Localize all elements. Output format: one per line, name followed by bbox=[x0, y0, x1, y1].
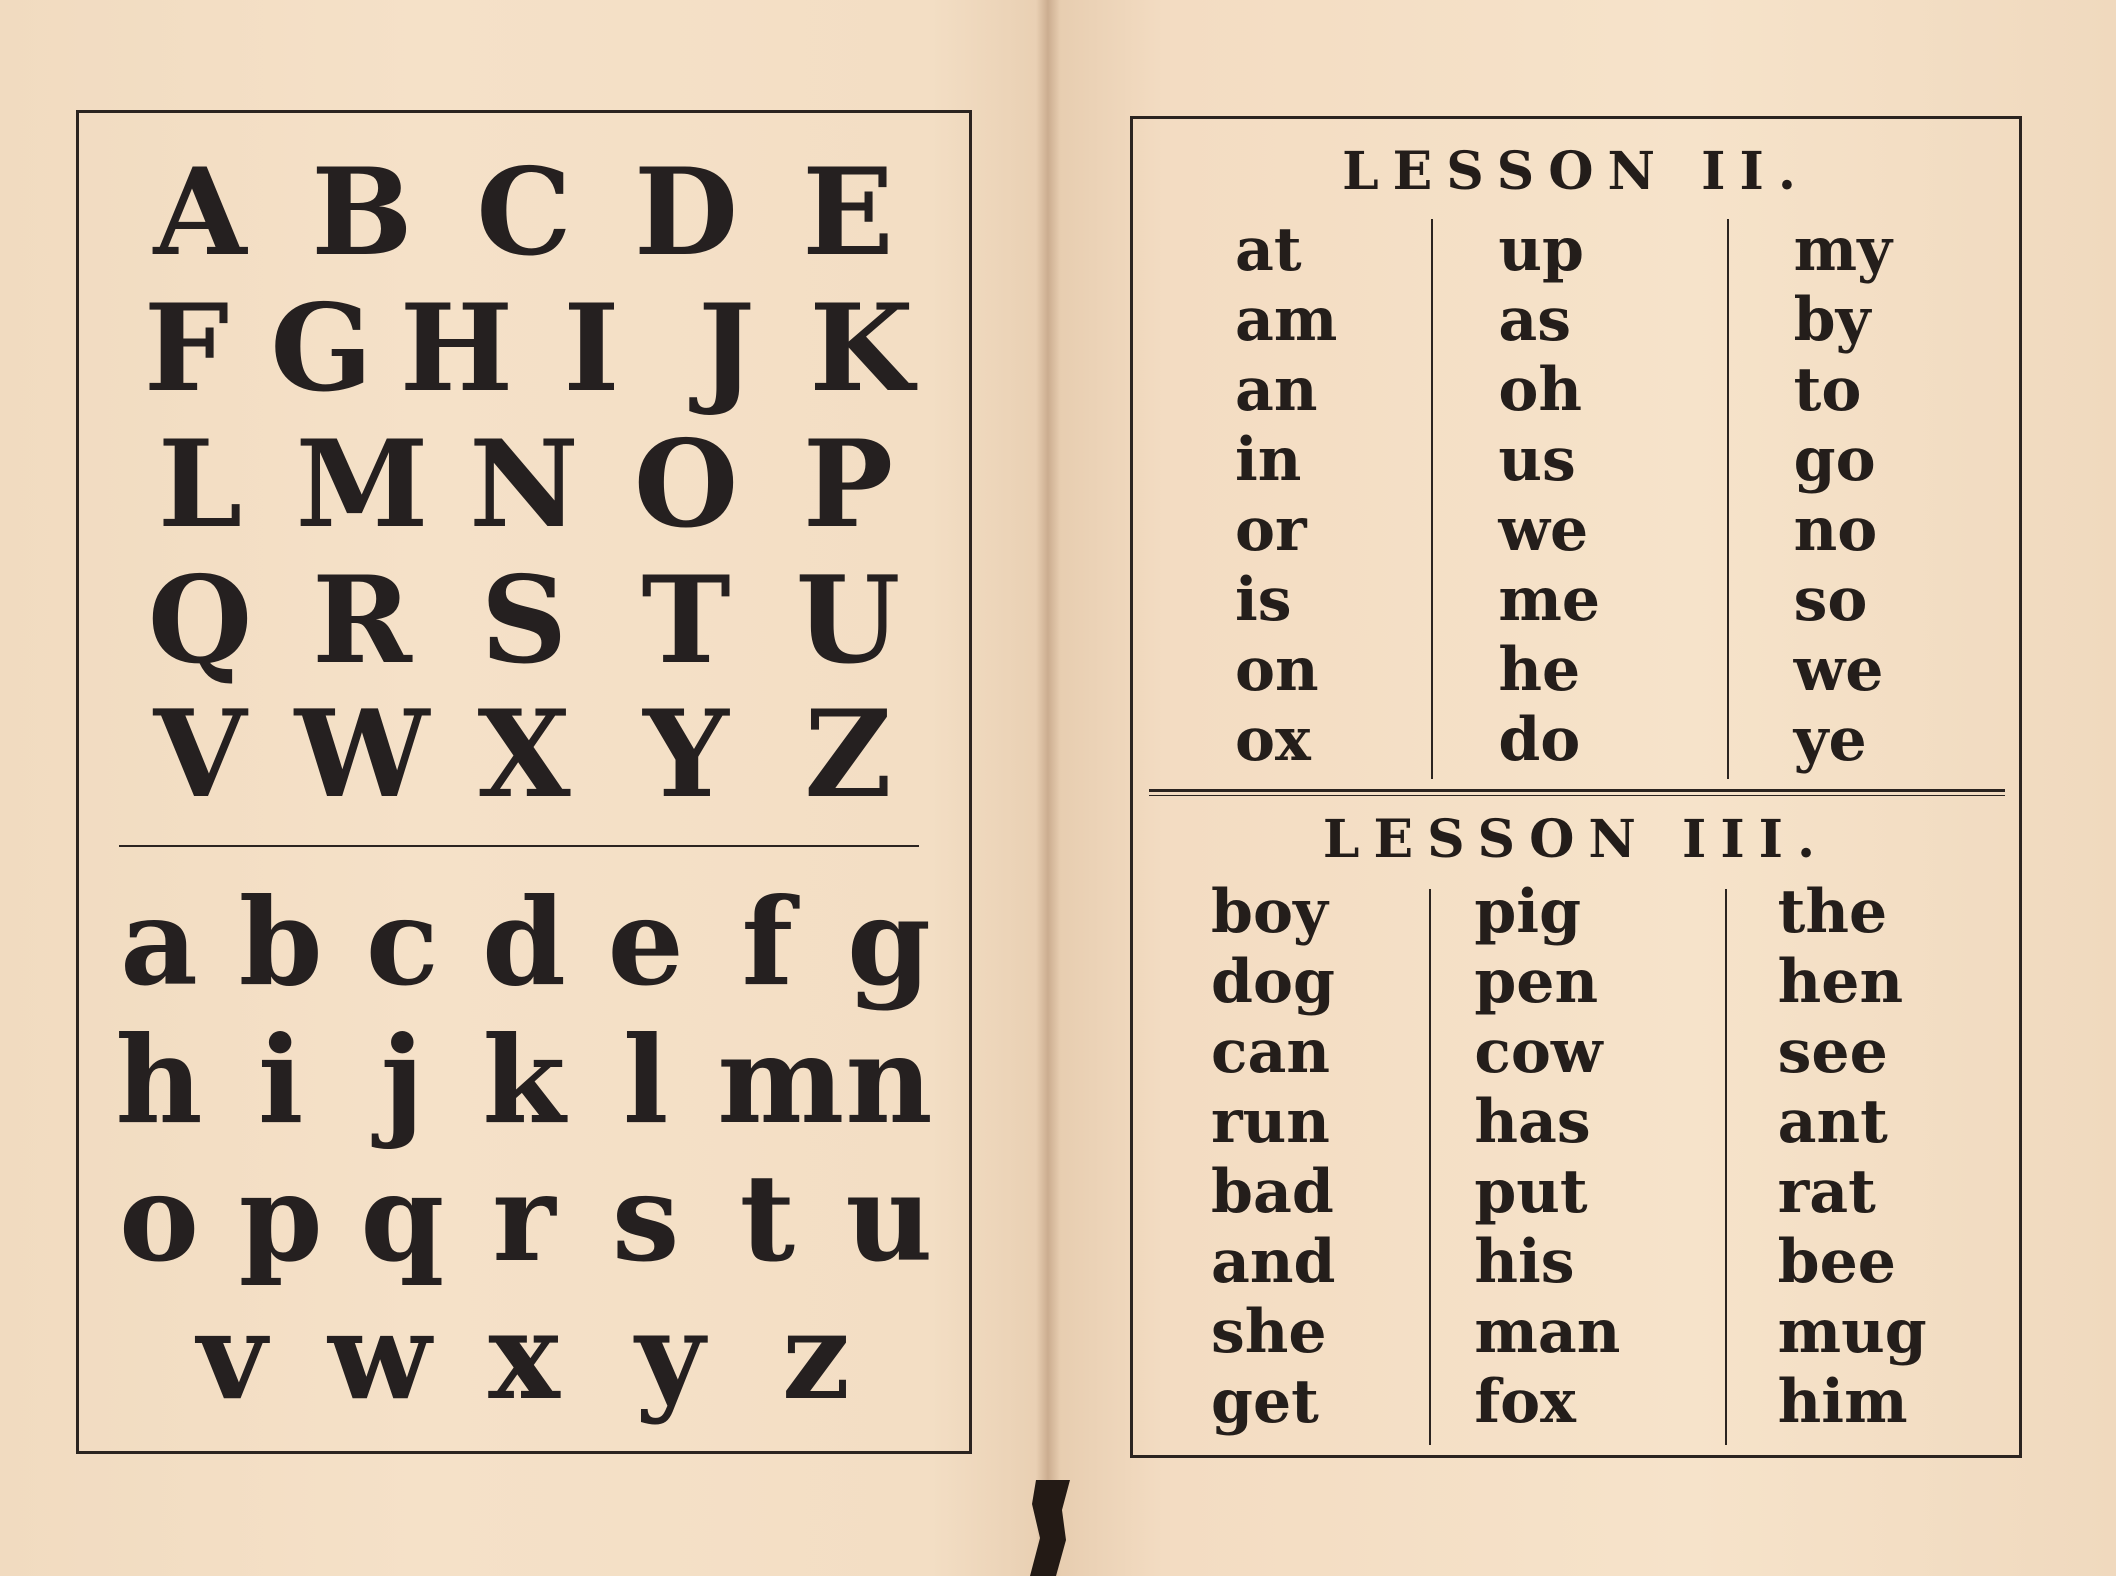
lowercase-letter: f bbox=[741, 872, 794, 1013]
uppercase-letter: D bbox=[633, 142, 739, 283]
word: am bbox=[1235, 285, 1338, 355]
word: up bbox=[1498, 215, 1584, 285]
uppercase-letter: I bbox=[563, 278, 620, 419]
word-column bbox=[1446, 215, 1709, 775]
word: she bbox=[1211, 1297, 1327, 1367]
lowercase-letter: u bbox=[845, 1148, 933, 1289]
lesson-divider-thin bbox=[1149, 795, 2005, 796]
lowercase-letter: m bbox=[717, 1010, 845, 1151]
lowercase-row bbox=[109, 1148, 939, 1297]
uppercase-letter: H bbox=[399, 278, 514, 419]
word: him bbox=[1777, 1367, 1908, 1437]
torn-binding bbox=[1026, 1480, 1076, 1576]
word: he bbox=[1498, 635, 1581, 705]
lowercase-letter: b bbox=[238, 872, 323, 1013]
lowercase-letter: s bbox=[611, 1148, 680, 1289]
uppercase-letter: J bbox=[698, 278, 755, 419]
book-gutter bbox=[1036, 0, 1060, 1576]
lowercase-letter: r bbox=[492, 1148, 556, 1289]
lowercase-letter: a bbox=[120, 872, 198, 1013]
lowercase-letter: k bbox=[482, 1010, 566, 1151]
uppercase-letter: S bbox=[480, 550, 568, 691]
word: we bbox=[1498, 495, 1589, 565]
word: ant bbox=[1777, 1087, 1888, 1157]
word: cow bbox=[1474, 1017, 1603, 1087]
lowercase-letter: c bbox=[365, 872, 439, 1013]
uppercase-letter: Q bbox=[147, 550, 253, 691]
uppercase-letter: M bbox=[295, 414, 429, 555]
word: we bbox=[1793, 635, 1884, 705]
word: man bbox=[1474, 1297, 1621, 1367]
word-column bbox=[1710, 215, 1973, 775]
lowercase-letter: v bbox=[197, 1286, 267, 1427]
lowercase-letter: i bbox=[257, 1010, 304, 1151]
word: oh bbox=[1498, 355, 1582, 425]
uppercase-letter: Z bbox=[804, 684, 892, 825]
word: go bbox=[1793, 425, 1876, 495]
lessons-page-frame bbox=[1130, 116, 2022, 1458]
lowercase-row bbox=[109, 1286, 939, 1435]
lowercase-letter: y bbox=[635, 1286, 705, 1427]
lowercase-letter: e bbox=[607, 872, 684, 1013]
uppercase-letter: K bbox=[809, 278, 914, 419]
uppercase-letter: V bbox=[153, 684, 247, 825]
lowercase-row bbox=[109, 1010, 939, 1159]
lowercase-letter: o bbox=[118, 1148, 200, 1289]
word-column bbox=[1183, 215, 1446, 775]
word: rat bbox=[1777, 1157, 1876, 1227]
word: his bbox=[1474, 1227, 1575, 1297]
word-column bbox=[1710, 877, 1973, 1437]
lowercase-letter: n bbox=[845, 1010, 933, 1151]
lowercase-letter: z bbox=[781, 1286, 851, 1427]
lesson-3-title: LESSON III. bbox=[1322, 809, 1830, 870]
lowercase-letter: j bbox=[380, 1010, 425, 1151]
lowercase-alphabet bbox=[109, 872, 939, 1435]
word: mug bbox=[1777, 1297, 1927, 1367]
word: as bbox=[1498, 285, 1571, 355]
word-column bbox=[1446, 877, 1709, 1437]
lesson-2-words bbox=[1183, 215, 1973, 775]
lowercase-letter: p bbox=[238, 1148, 323, 1289]
lowercase-letter: q bbox=[360, 1148, 445, 1289]
uppercase-letter: G bbox=[270, 278, 373, 419]
word: can bbox=[1211, 1017, 1331, 1087]
word-column bbox=[1183, 877, 1446, 1437]
uppercase-letter: P bbox=[802, 414, 894, 555]
uppercase-letter: C bbox=[476, 142, 572, 283]
uppercase-letter: L bbox=[157, 414, 243, 555]
lesson-2-title: LESSON II. bbox=[1342, 141, 1810, 202]
word: boy bbox=[1211, 877, 1328, 947]
word: me bbox=[1498, 565, 1600, 635]
word: pig bbox=[1474, 877, 1582, 947]
word: on bbox=[1235, 635, 1319, 705]
word: pen bbox=[1474, 947, 1599, 1017]
uppercase-alphabet bbox=[119, 142, 929, 283]
word: to bbox=[1793, 355, 1862, 425]
uppercase-alphabet-row-5 bbox=[119, 684, 929, 825]
word: by bbox=[1793, 285, 1871, 355]
word: my bbox=[1793, 215, 1893, 285]
lesson-3-words bbox=[1183, 877, 1973, 1437]
uppercase-alphabet-row-2 bbox=[119, 278, 929, 419]
uppercase-letter: A bbox=[153, 142, 247, 283]
alphabet-divider bbox=[119, 845, 919, 847]
uppercase-alphabet-row-3 bbox=[119, 414, 929, 555]
uppercase-letter: R bbox=[312, 550, 412, 691]
word: fox bbox=[1474, 1367, 1576, 1437]
lowercase-letter: l bbox=[622, 1010, 669, 1151]
word: an bbox=[1235, 355, 1318, 425]
lowercase-letter: x bbox=[488, 1286, 560, 1427]
lowercase-letter: w bbox=[328, 1286, 432, 1427]
word: ye bbox=[1793, 705, 1867, 775]
word: us bbox=[1498, 425, 1576, 495]
word: hen bbox=[1777, 947, 1904, 1017]
lowercase-letter: g bbox=[846, 872, 931, 1013]
word: put bbox=[1474, 1157, 1588, 1227]
uppercase-letter: E bbox=[802, 142, 894, 283]
word: see bbox=[1777, 1017, 1888, 1087]
lowercase-letter: h bbox=[115, 1010, 203, 1151]
word: and bbox=[1211, 1227, 1336, 1297]
word: no bbox=[1793, 495, 1878, 565]
word: run bbox=[1211, 1087, 1330, 1157]
word: or bbox=[1235, 495, 1307, 565]
word: get bbox=[1211, 1367, 1319, 1437]
uppercase-alphabet-row-4 bbox=[119, 550, 929, 691]
lesson-divider bbox=[1149, 789, 2005, 792]
word: in bbox=[1235, 425, 1302, 495]
uppercase-letter: F bbox=[143, 278, 230, 419]
word: so bbox=[1793, 565, 1868, 635]
uppercase-letter: T bbox=[641, 550, 731, 691]
uppercase-letter: X bbox=[477, 684, 571, 825]
word: bad bbox=[1211, 1157, 1334, 1227]
uppercase-letter: O bbox=[633, 414, 739, 555]
word: at bbox=[1235, 215, 1302, 285]
uppercase-letter: U bbox=[795, 550, 901, 691]
uppercase-letter: W bbox=[294, 684, 430, 825]
word: has bbox=[1474, 1087, 1591, 1157]
word: the bbox=[1777, 877, 1888, 947]
word: ox bbox=[1235, 705, 1311, 775]
word: do bbox=[1498, 705, 1581, 775]
uppercase-letter: N bbox=[469, 414, 579, 555]
alphabet-page-frame bbox=[76, 110, 972, 1454]
uppercase-letter: Y bbox=[643, 684, 729, 825]
word: dog bbox=[1211, 947, 1335, 1017]
uppercase-letter: B bbox=[311, 142, 413, 283]
word: is bbox=[1235, 565, 1292, 635]
lowercase-row bbox=[109, 872, 939, 1021]
lowercase-letter: d bbox=[482, 872, 566, 1013]
word: bee bbox=[1777, 1227, 1896, 1297]
lowercase-letter: t bbox=[739, 1148, 795, 1289]
